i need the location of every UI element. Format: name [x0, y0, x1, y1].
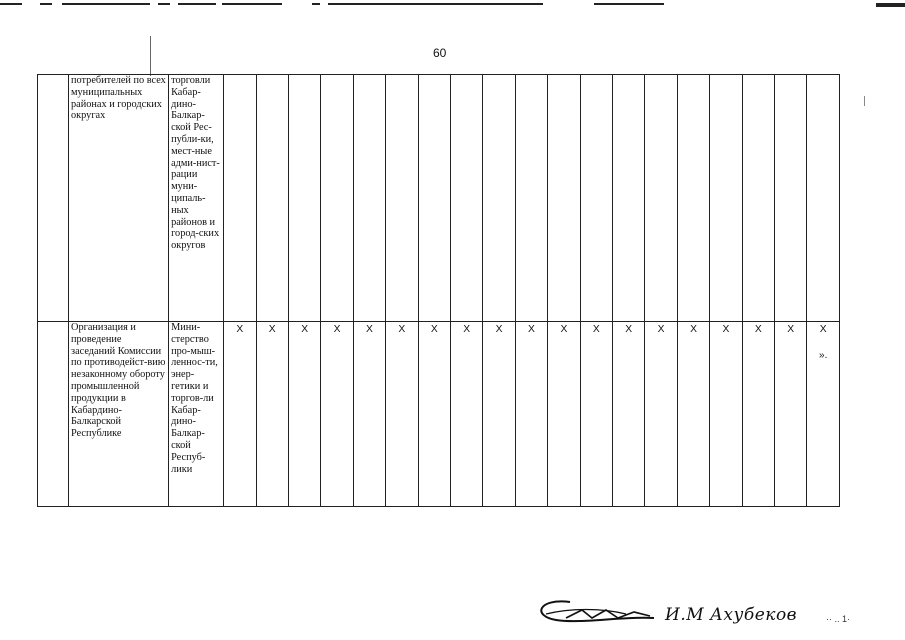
period-mark-cell	[612, 322, 644, 507]
period-mark: X	[754, 324, 762, 335]
table-row	[38, 322, 840, 507]
period-mark-cell	[321, 75, 353, 322]
scan-edge-line	[158, 3, 170, 5]
period-mark-cell	[580, 75, 612, 322]
signature-scribble	[530, 588, 670, 628]
period-mark-cell	[450, 75, 482, 322]
page-number: 60	[433, 46, 447, 60]
period-mark: X	[625, 324, 633, 335]
period-mark-cell	[321, 322, 353, 507]
period-mark-cell	[483, 322, 515, 507]
period-mark: X	[592, 324, 600, 335]
period-mark-cell	[224, 322, 256, 507]
period-mark: X	[268, 324, 276, 335]
period-mark-cell	[612, 75, 644, 322]
period-mark-cell	[418, 75, 450, 322]
period-mark-cell	[548, 322, 580, 507]
period-mark: X	[528, 324, 535, 335]
period-mark: X	[690, 324, 697, 335]
period-mark-cell	[807, 322, 840, 507]
period-mark: X	[398, 324, 406, 335]
period-mark-cell	[710, 322, 742, 507]
period-mark-cell	[483, 75, 515, 322]
executor-cell: торговли Кабар-дино-Балкар-ской Рес-публи-ки, мест-ные адми-нист-рации муни-ципаль-ных районов и город-ских округов	[169, 75, 224, 322]
period-mark-cell	[288, 322, 320, 507]
period-mark: X	[819, 324, 827, 335]
period-mark-cell	[742, 322, 774, 507]
scan-edge-line	[594, 3, 664, 5]
margin-mark	[150, 36, 151, 76]
period-mark-cell	[224, 75, 256, 322]
period-mark-cell	[386, 75, 418, 322]
period-mark-cell	[677, 75, 709, 322]
event-cell: Организация и проведение заседаний Комиссии по противодейст-вию незаконному обороту промышленной продукции в Кабардино-Балкарской Республике	[69, 322, 169, 507]
period-mark-cell	[677, 322, 709, 507]
event-cell: потребителей по всех муниципальных районах и городских округах	[69, 75, 169, 322]
period-mark: X	[787, 324, 795, 335]
period-mark-cell	[256, 322, 288, 507]
period-mark: X	[430, 324, 438, 335]
period-mark-cell	[450, 322, 482, 507]
scan-edge-line	[40, 3, 52, 5]
period-mark-cell	[580, 322, 612, 507]
period-mark: X	[236, 324, 244, 335]
period-mark-cell	[353, 322, 385, 507]
period-mark-cell	[710, 75, 742, 322]
period-mark: X	[657, 324, 665, 335]
period-mark: X	[333, 324, 341, 335]
scan-edge-line	[62, 3, 150, 5]
period-mark-cell	[418, 322, 450, 507]
period-mark-cell	[386, 322, 418, 507]
period-mark-cell	[548, 75, 580, 322]
scan-edge-line	[876, 3, 905, 7]
period-mark-cell	[645, 322, 677, 507]
executor-cell: Мини-стерство про-мыш-леннос-ти, энер-гетики и торгов-ли Кабар-дино-Балкар-ской Респуб-лики	[169, 322, 224, 507]
period-mark-cell	[775, 75, 807, 322]
scan-edge-line	[0, 3, 22, 5]
period-mark-cell	[742, 75, 774, 322]
period-mark-cell	[807, 75, 840, 322]
period-mark: X	[463, 324, 471, 335]
closing-quote: ».	[819, 349, 828, 361]
table-row	[38, 75, 840, 322]
period-mark-cell	[645, 75, 677, 322]
margin-mark	[864, 96, 865, 106]
period-mark: X	[560, 324, 568, 335]
period-mark-cell	[515, 75, 547, 322]
scan-edge-line	[178, 3, 216, 5]
plan-table	[37, 74, 840, 507]
period-mark: X	[366, 324, 373, 335]
period-mark: X	[495, 324, 503, 335]
row-number-cell	[38, 75, 69, 322]
period-mark-cell	[353, 75, 385, 322]
row-number-cell	[38, 322, 69, 507]
signature-name: И.М Ахубеков	[665, 605, 798, 625]
period-mark: X	[722, 324, 730, 335]
period-mark-cell	[775, 322, 807, 507]
scan-edge-line	[328, 3, 543, 5]
scan-edge-line	[312, 3, 320, 5]
signature-date: ·· .. 1·	[826, 614, 850, 624]
scan-edge-line	[222, 3, 282, 5]
period-mark: X	[301, 324, 309, 335]
period-mark-cell	[288, 75, 320, 322]
period-mark-cell	[515, 322, 547, 507]
period-mark-cell	[256, 75, 288, 322]
